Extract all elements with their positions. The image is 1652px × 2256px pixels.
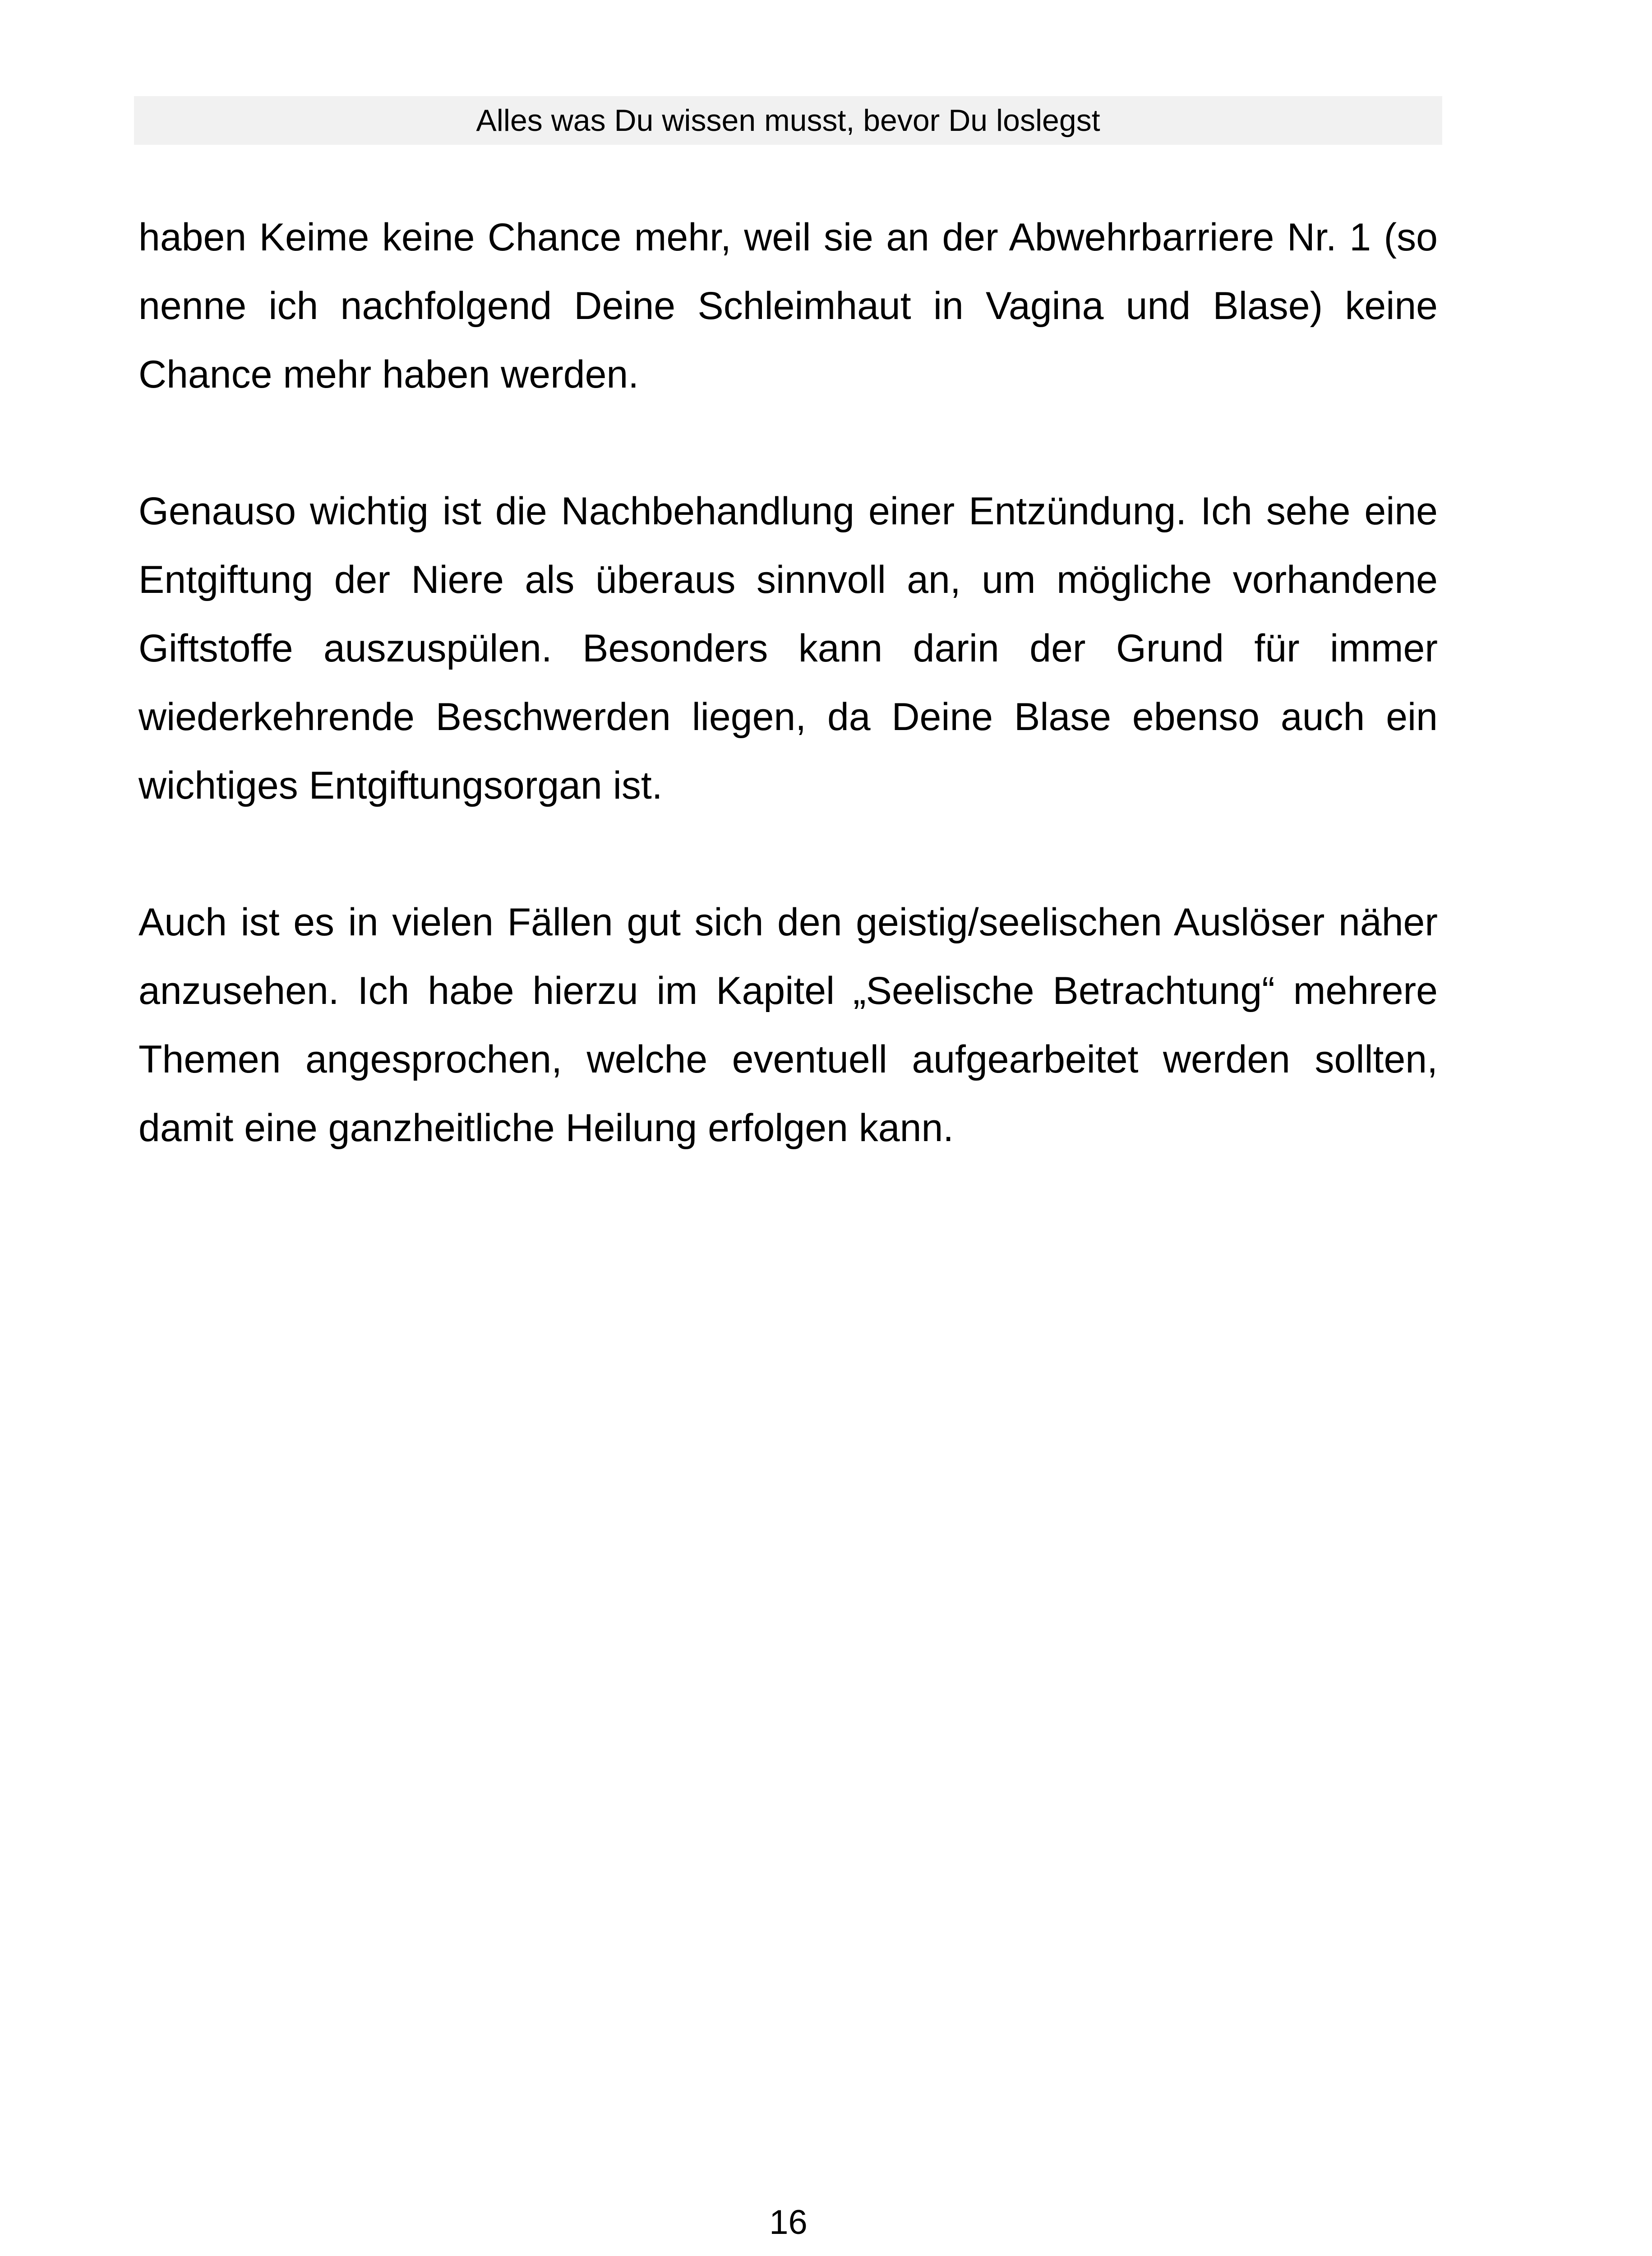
running-header	[134, 96, 1442, 145]
page-number: 16	[769, 2203, 808, 2242]
paragraph: Auch ist es in vielen Fällen gut sich den geistig/seelischen Auslöser näher anzusehen. Ich habe hierzu im Kapitel „Seelische Betrachtung“ mehrere Themen angesprochen, welche eventuell aufgearbeitet werden sollten, damit eine ganzheitliche Heilung erfolgen kann.	[138, 901, 1438, 1150]
paragraph: haben Keime keine Chance mehr, weil sie an der Abwehrbarriere Nr. 1 (so nenne ich nachfolgend Deine Schleimhaut in Vagina und Blase) keine Chance mehr haben werden.	[138, 216, 1438, 396]
running-header-title: Alles was Du wissen musst, bevor Du loslegst	[476, 103, 1100, 138]
body-text	[138, 203, 1438, 1230]
paragraph: Genauso wichtig ist die Nachbehandlung einer Entzündung. Ich sehe eine Entgiftung der Niere als überaus sinnvoll an, um mögliche vorhandene Giftstoffe auszuspülen. Besonders kann darin der Grund für immer wiederkehrende Beschwerden liegen, da Deine Blase ebenso auch ein wichtiges Entgiftungsorgan ist.	[138, 490, 1438, 807]
